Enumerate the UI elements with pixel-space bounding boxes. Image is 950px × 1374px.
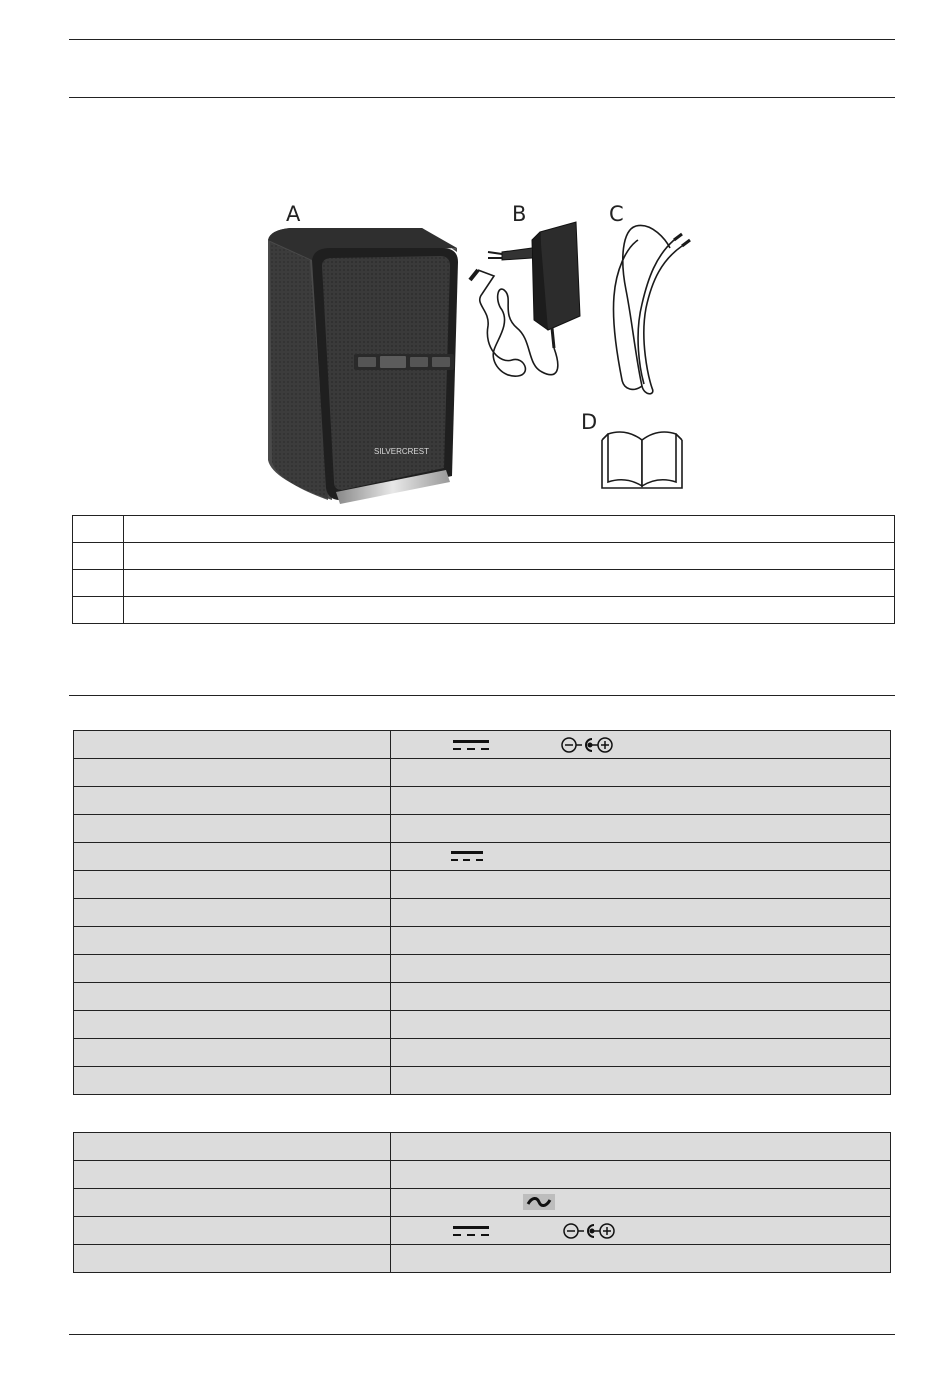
contents-description — [124, 597, 895, 624]
audio-cable-image — [613, 225, 690, 393]
dc-symbol-icon — [449, 847, 489, 865]
table-row — [74, 1039, 891, 1067]
contents-key — [73, 570, 124, 597]
spec-label — [74, 871, 391, 899]
table-row — [74, 899, 891, 927]
spec-value — [391, 1067, 891, 1095]
spec-label — [74, 1245, 391, 1273]
product-figure — [262, 200, 698, 510]
table-row — [73, 570, 895, 597]
table-row — [74, 1245, 891, 1273]
spec-value — [391, 1189, 891, 1217]
spec-label — [74, 1161, 391, 1189]
spec-value — [391, 955, 891, 983]
table-row — [74, 1067, 891, 1095]
polarity-symbol-icon — [560, 735, 620, 755]
spec-label — [74, 955, 391, 983]
table-row — [73, 516, 895, 543]
table-row — [74, 787, 891, 815]
brand-logo: SILVERCREST — [374, 447, 429, 456]
spec-value — [391, 843, 891, 871]
spec-value — [391, 1133, 891, 1161]
spec-value — [391, 871, 891, 899]
table-row — [74, 1011, 891, 1039]
spec-value — [391, 1039, 891, 1067]
table-row — [74, 871, 891, 899]
spec-label — [74, 759, 391, 787]
table-row — [74, 815, 891, 843]
spec-label — [74, 1133, 391, 1161]
section-rule — [69, 695, 895, 696]
dc-symbol-icon — [449, 736, 493, 754]
spec-label — [74, 1067, 391, 1095]
spec-label — [74, 1189, 391, 1217]
spec-label — [74, 1217, 391, 1245]
table-row — [74, 759, 891, 787]
spec-value — [391, 787, 891, 815]
header-rule-bottom — [69, 97, 895, 98]
power-adapter-image — [470, 222, 580, 376]
spec-value — [391, 1245, 891, 1273]
table-row — [73, 597, 895, 624]
spec-value — [391, 759, 891, 787]
contents-description — [124, 570, 895, 597]
table-row — [74, 955, 891, 983]
spec-label — [74, 787, 391, 815]
spec-label — [74, 1039, 391, 1067]
table-row — [74, 927, 891, 955]
header-rule-top — [69, 39, 895, 40]
footer-rule — [69, 1334, 895, 1335]
contents-key — [73, 516, 124, 543]
contents-description — [124, 543, 895, 570]
figure-label-c: C — [609, 202, 624, 226]
table-row — [74, 1133, 891, 1161]
spec-value — [391, 927, 891, 955]
spec-label — [74, 843, 391, 871]
contents-key — [73, 543, 124, 570]
table-row — [74, 983, 891, 1011]
figure-label-b: B — [512, 202, 527, 226]
spec-value — [391, 983, 891, 1011]
table-row — [74, 731, 891, 759]
technical-data-table-speaker — [73, 730, 891, 1095]
spec-label — [74, 815, 391, 843]
table-row — [74, 1161, 891, 1189]
spec-value — [391, 1161, 891, 1189]
spec-label — [74, 927, 391, 955]
spec-value — [391, 815, 891, 843]
ac-symbol-icon — [523, 1193, 555, 1211]
figure-label-a: A — [286, 202, 301, 226]
table-row — [74, 843, 891, 871]
technical-data-table-adapter — [73, 1132, 891, 1273]
table-row — [74, 1217, 891, 1245]
manual-book-icon — [602, 432, 682, 488]
spec-label — [74, 899, 391, 927]
dc-symbol-icon — [449, 1222, 493, 1240]
table-row — [73, 543, 895, 570]
spec-label — [74, 731, 391, 759]
package-contents-table — [72, 515, 895, 624]
spec-value — [391, 731, 891, 759]
speaker-image — [268, 228, 458, 504]
spec-value — [391, 1217, 891, 1245]
spec-value — [391, 1011, 891, 1039]
figure-label-d: D — [581, 410, 598, 434]
contents-key — [73, 597, 124, 624]
polarity-symbol-icon — [562, 1221, 622, 1241]
spec-value — [391, 899, 891, 927]
contents-description — [124, 516, 895, 543]
table-row — [74, 1189, 891, 1217]
spec-label — [74, 983, 391, 1011]
spec-label — [74, 1011, 391, 1039]
